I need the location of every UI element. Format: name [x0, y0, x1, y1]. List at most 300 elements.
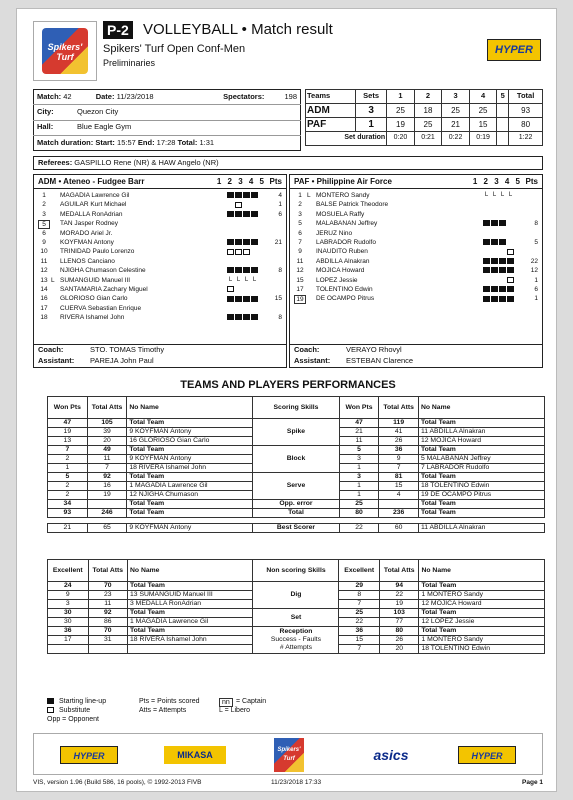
player-name: Total Team — [418, 446, 544, 455]
starting-square-icon — [483, 286, 490, 292]
skill-label: Total — [288, 509, 304, 517]
total-atts: 9 — [379, 455, 419, 464]
hyper-logo: HYPER — [487, 39, 541, 61]
total-atts: 65 — [87, 524, 127, 533]
set-participation — [483, 286, 515, 293]
starting-square-icon — [499, 239, 506, 245]
set-duration-row — [306, 132, 543, 146]
player-list — [34, 189, 286, 323]
player-number: 3 — [42, 210, 46, 218]
player-number: 1 — [42, 192, 46, 199]
player-row — [290, 248, 542, 257]
substitute-square-icon — [227, 249, 234, 255]
skill-name — [253, 446, 339, 473]
report-code: P-2 — [103, 21, 133, 39]
won-pts: 11 — [339, 437, 379, 446]
player-name: AGUILAR Kurt Michael — [60, 201, 127, 209]
player-number: 12 — [296, 267, 304, 275]
player-number: 14 — [40, 285, 48, 293]
column-header: Total Atts — [379, 560, 419, 582]
column-header: No Name — [128, 560, 253, 582]
score-set: 25 — [414, 118, 442, 132]
player-name: SUMANGUID Manuel III — [60, 276, 131, 284]
skill-label: Spike — [286, 428, 306, 436]
total-atts: 26 — [379, 437, 419, 446]
won-pts: 13 — [48, 437, 88, 446]
player-name: 12 LOPEZ Jessie — [419, 618, 545, 627]
player-name: GLORIOSO Gian Carlo — [60, 295, 128, 303]
set-score-table — [305, 89, 543, 146]
score-row-adm — [306, 104, 543, 118]
legend-atts: Atts = Attempts — [139, 707, 187, 714]
roster-team-paf — [289, 174, 543, 368]
player-name: Total Team — [127, 473, 253, 482]
column-header: Excellent — [339, 560, 380, 582]
legend-substitute: Substitute — [59, 707, 91, 714]
player-number: 16 — [40, 295, 48, 303]
page-footer — [33, 779, 543, 786]
skill-name — [253, 473, 339, 500]
competition-name: Spikers' Turf Open Conf-Men — [103, 43, 246, 55]
assistant-row — [290, 356, 542, 367]
empty-set-cell — [491, 277, 498, 283]
player-points: 8 — [278, 314, 282, 322]
score-set: 19 — [387, 118, 415, 132]
starting-square-icon — [483, 267, 490, 273]
column-header: Total Atts — [87, 397, 127, 419]
match-date: 11/23/2018 — [116, 91, 154, 101]
skill-name — [253, 582, 339, 609]
end-time: 17:28 — [156, 137, 176, 147]
hyper-sponsor-logo: HYPER — [60, 746, 118, 764]
score-set: 18 — [414, 104, 442, 118]
substitute-square-icon — [507, 277, 514, 283]
won-pts: 2 — [48, 482, 88, 491]
score-set: 25 — [469, 104, 497, 118]
starting-square-icon — [491, 220, 498, 226]
won-pts: 1 — [48, 464, 88, 473]
player-number: 6 — [298, 229, 302, 237]
asics-sponsor-logo: asics — [373, 747, 409, 763]
player-number: 17 — [296, 285, 304, 293]
player-number: 9 — [298, 248, 302, 256]
set-participation — [483, 295, 515, 302]
won-pts: 7 — [339, 600, 380, 609]
won-pts: 7 — [339, 645, 380, 654]
player-name: 1 MAGADIA Lawrence Gil — [128, 618, 253, 627]
stat-row — [48, 500, 545, 509]
set-participation — [483, 248, 515, 255]
skill-label: Serve — [286, 482, 306, 490]
player-name: CUERVA Sebastian Enrique — [60, 304, 142, 312]
total-atts: 19 — [379, 600, 419, 609]
coach-label: Coach: — [294, 345, 320, 354]
skill-name — [253, 500, 339, 509]
starting-square-icon — [499, 286, 506, 292]
header-row — [48, 397, 545, 419]
player-name: 18 TOLENTINO Edwin — [419, 645, 545, 654]
won-pts: 24 — [48, 582, 89, 591]
player-name: 9 KOYFMAN Antony — [127, 524, 253, 533]
player-name: 11 ABDILLA Alnakran — [418, 524, 544, 533]
won-pts: 36 — [339, 627, 380, 636]
starting-square-icon — [243, 267, 250, 273]
set-participation — [483, 277, 515, 284]
assistant-name: ESTEBAN Clarence — [346, 356, 414, 365]
player-name: Total Team — [418, 500, 544, 509]
starting-square-icon — [499, 258, 506, 264]
total-atts: 86 — [88, 618, 128, 627]
skill-label: Block — [286, 455, 306, 463]
set-duration: 0:20 — [387, 132, 415, 146]
empty-set-cell — [491, 249, 498, 255]
player-points: 1 — [534, 295, 538, 303]
total-atts: 11 — [88, 600, 128, 609]
won-pts: 22 — [339, 618, 380, 627]
won-pts: 1 — [339, 482, 379, 491]
legend-captain: = Captain — [236, 698, 267, 705]
starting-square-icon — [227, 192, 234, 198]
total-atts: 103 — [379, 609, 419, 618]
total-atts: 77 — [379, 618, 419, 627]
starting-square-icon — [491, 267, 498, 273]
total-atts: 20 — [87, 437, 127, 446]
player-row — [34, 211, 286, 220]
empty-set-cell — [227, 202, 234, 208]
player-number: 5 — [298, 220, 302, 228]
player-row — [34, 295, 286, 304]
total-atts: 39 — [87, 428, 127, 437]
starting-square-icon — [243, 192, 250, 198]
player-name: JERUZ Nino — [316, 229, 353, 237]
coach-label: Coach: — [38, 345, 64, 354]
roster-header — [290, 175, 542, 189]
set-participation — [483, 220, 507, 227]
starting-square-icon — [251, 192, 258, 198]
player-list — [290, 189, 542, 305]
skill-label: Set — [290, 613, 302, 621]
libero-set-mark: L — [252, 276, 257, 283]
coach-name: VERAYO Rhovyl — [346, 345, 402, 354]
set-duration-total: 1:22 — [509, 132, 543, 146]
starting-square-icon — [235, 267, 242, 273]
spectators-count: 198 — [284, 91, 297, 101]
team-name: PAF • Philippine Air Force — [294, 177, 392, 186]
performance-title: TEAMS AND PLAYERS PERFORMANCES — [180, 379, 396, 391]
player-name: 11 ABDILLA Alnakran — [418, 428, 544, 437]
won-pts: 29 — [339, 582, 380, 591]
score-set: 25 — [442, 104, 470, 118]
date-label: Date: — [95, 91, 115, 101]
player-name: MAGADIA Lawrence Gil — [60, 192, 130, 199]
city-value: Quezon City — [77, 107, 119, 117]
total-time: 1:31 — [199, 137, 215, 147]
player-points: 21 — [274, 238, 282, 246]
won-pts: 9 — [48, 591, 89, 600]
starting-square-icon — [499, 296, 506, 302]
end-label: End: — [137, 137, 155, 147]
total-atts: 246 — [87, 509, 127, 518]
player-row — [290, 267, 542, 276]
total-atts: 22 — [379, 591, 419, 600]
starting-square-icon — [499, 267, 506, 273]
set-participation — [483, 267, 515, 274]
player-name: 18 RIVERA Ishamel John — [127, 464, 253, 473]
starting-square-icon — [243, 239, 250, 245]
player-name: 5 MALABANAN Jeffrey — [418, 455, 544, 464]
total-atts: 26 — [379, 636, 419, 645]
player-points: 5 — [534, 238, 538, 246]
player-name: 19 DE OCAMPO Pitrus — [418, 491, 544, 500]
player-number: 17 — [40, 304, 48, 312]
set-duration: 0:21 — [414, 132, 442, 146]
player-name: Total Team — [418, 473, 544, 482]
player-name: 1 MONTERO Sandy — [419, 591, 545, 600]
set-participation — [227, 248, 251, 255]
empty-set-cell — [499, 277, 506, 283]
libero-mark: L — [307, 192, 311, 199]
skill-name — [253, 609, 339, 627]
won-pts — [48, 645, 89, 654]
set-participation — [227, 211, 259, 218]
set-participation — [227, 286, 235, 293]
software-version: VIS, version 1.96 (Build 586, 16 pools), © 1992-2013 FIVB — [33, 779, 202, 786]
total-atts: 15 — [379, 482, 419, 491]
player-name: Total Team — [419, 582, 545, 591]
score-header-sets: Sets — [356, 90, 387, 104]
assistant-label: Assistant: — [38, 356, 75, 365]
roster-team-adm — [33, 174, 287, 368]
hyper-sponsor-logo-2: HYPER — [458, 746, 516, 764]
player-name: Total Team — [127, 500, 253, 509]
total-atts — [379, 500, 419, 509]
total-atts: 80 — [379, 627, 419, 636]
stat-row — [48, 582, 545, 591]
player-name: 12 MOJICA Howard — [419, 600, 545, 609]
won-pts: 25 — [339, 609, 380, 618]
stat-row — [48, 473, 545, 482]
set-participation — [483, 258, 515, 265]
total-atts: 19 — [87, 491, 127, 500]
spectators-label: Spectators: — [223, 91, 265, 101]
player-number: 11 — [40, 257, 48, 265]
player-row — [34, 248, 286, 257]
player-row — [34, 305, 286, 314]
player-name: RIVERA Ishamel John — [60, 314, 125, 322]
player-number: 9 — [42, 238, 46, 246]
sponsor-bar — [33, 733, 543, 775]
best-scorer-row — [48, 524, 545, 533]
player-name: INAUDITO Ruben — [316, 248, 368, 256]
starting-square-icon — [251, 211, 258, 217]
pts-header: Pts — [525, 177, 538, 186]
starting-square-icon — [507, 267, 514, 273]
player-name: DE OCAMPO Pitrus — [316, 295, 375, 303]
score-header-total: Total — [509, 90, 543, 104]
player-number: 6 — [42, 229, 46, 237]
player-name: Total Team — [419, 627, 545, 636]
score-team: ADM — [306, 104, 356, 118]
starting-square-icon — [235, 192, 242, 198]
player-row — [290, 230, 542, 239]
starting-square-icon — [483, 239, 490, 245]
starting-square-icon — [227, 267, 234, 273]
won-pts: 47 — [48, 419, 88, 428]
won-pts: 22 — [339, 524, 379, 533]
player-name: LABRADOR Rudolfo — [316, 238, 376, 246]
referees-row — [33, 156, 543, 170]
legend-pts: Pts = Points scored — [139, 698, 200, 705]
skill-name — [253, 509, 339, 518]
starting-square-icon — [491, 258, 498, 264]
starting-square-icon — [251, 239, 258, 245]
starting-square-icon — [235, 211, 242, 217]
stat-row — [48, 419, 545, 428]
player-name: ABDILLA Alnakran — [316, 257, 370, 265]
score-sets-won: 3 — [356, 104, 387, 118]
won-pts: 5 — [48, 473, 88, 482]
column-header: Total Atts — [88, 560, 128, 582]
logo-text: Spikers' Turf — [47, 42, 83, 63]
total-atts — [87, 500, 127, 509]
set-participation — [227, 192, 259, 199]
total-atts: 41 — [379, 428, 419, 437]
skill-sublabel: # Attempts — [279, 643, 313, 651]
score-set — [497, 118, 509, 132]
won-pts: 25 — [339, 500, 379, 509]
assistant-row — [34, 356, 286, 367]
sets-header: 1 2 3 4 5 — [216, 177, 266, 186]
libero-set-mark: L — [484, 192, 489, 198]
empty-set-cell — [499, 249, 506, 255]
score-header-teams: Teams — [306, 90, 356, 104]
hall-label: Hall: — [37, 122, 54, 132]
score-row-paf — [306, 118, 543, 132]
legend-opp: Opp = Opponent — [47, 716, 99, 723]
player-number: 15 — [296, 276, 304, 284]
won-pts: 17 — [48, 636, 89, 645]
empty-set-cell — [483, 249, 490, 255]
score-set — [497, 104, 509, 118]
starting-square-icon — [483, 296, 490, 302]
substitute-square-icon — [47, 707, 54, 713]
won-pts: 36 — [48, 627, 89, 636]
total-atts: 4 — [379, 491, 419, 500]
total-atts: 23 — [88, 591, 128, 600]
total-atts: 7 — [379, 464, 419, 473]
set-participation — [227, 295, 259, 302]
player-name: KOYFMAN Antony — [60, 238, 114, 246]
page-title: VOLLEYBALL • Match result — [143, 21, 333, 38]
city-label: City: — [37, 107, 54, 117]
set-duration-label: Set duration — [306, 132, 387, 146]
column-header: No Name — [127, 397, 253, 419]
match-info-table — [33, 89, 301, 151]
won-pts: 3 — [339, 455, 379, 464]
page-number: Page 1 — [522, 779, 543, 786]
column-header: Won Pts — [48, 397, 88, 419]
starting-square-icon — [251, 296, 258, 302]
set-participation — [227, 267, 259, 274]
player-number: 3 — [298, 210, 302, 218]
player-name: Total Team — [127, 419, 253, 428]
player-name: MALABANAN Jeffrey — [316, 220, 378, 228]
substitute-square-icon — [235, 202, 242, 208]
starting-square-icon — [483, 220, 490, 226]
player-name: TRINIDAD Paulo Lorenzo — [60, 248, 135, 256]
scoring-skills-table — [47, 396, 545, 533]
total-atts: 70 — [88, 582, 128, 591]
player-name: BALSE Patrick Theodore — [316, 201, 389, 209]
starting-square-icon — [491, 239, 498, 245]
player-row — [34, 230, 286, 239]
player-name: MEDALLA RonAdrian — [60, 210, 123, 218]
referees-label: Referees: — [38, 158, 73, 167]
player-name: MOJICA Howard — [316, 267, 365, 275]
player-name: Total Team — [128, 627, 253, 636]
stat-row — [48, 509, 545, 518]
player-name: Total Team — [128, 582, 253, 591]
won-pts: 7 — [48, 446, 88, 455]
non-scoring-skills-table — [47, 559, 545, 654]
player-row — [290, 192, 542, 201]
player-name: 12 NJIGHA Chumason — [127, 491, 253, 500]
starting-square-icon — [251, 267, 258, 273]
libero-set-mark: L — [492, 192, 497, 198]
starting-square-icon — [243, 314, 250, 320]
duration-label: Match duration: — [37, 137, 94, 147]
player-row — [34, 192, 286, 201]
won-pts: 47 — [339, 419, 379, 428]
print-timestamp: 11/23/2018 17:33 — [271, 779, 322, 786]
total-atts: 94 — [379, 582, 419, 591]
player-row — [34, 277, 286, 286]
starting-square-icon — [491, 286, 498, 292]
libero-set-mark: L — [244, 276, 249, 283]
total-label: Total: — [177, 137, 198, 147]
column-header: Total Atts — [379, 397, 419, 419]
total-atts: 20 — [379, 645, 419, 654]
total-atts: 49 — [87, 446, 127, 455]
player-row — [290, 277, 542, 286]
player-name: Total Team — [128, 609, 253, 618]
set-participation — [227, 239, 259, 246]
column-header: Excellent — [48, 560, 89, 582]
player-name: 18 RIVERA Ishamel John — [128, 636, 253, 645]
libero-set-mark: L — [228, 276, 233, 283]
set-duration: 0:19 — [469, 132, 497, 146]
player-number: 18 — [40, 314, 48, 322]
player-points: 15 — [274, 295, 282, 303]
player-row — [34, 314, 286, 323]
score-set: 25 — [387, 104, 415, 118]
stat-row — [48, 609, 545, 618]
player-name: Total Team — [418, 509, 544, 518]
total-atts: 92 — [87, 473, 127, 482]
spikers-turf-logo — [33, 21, 97, 81]
substitute-square-icon — [235, 249, 242, 255]
total-atts: 60 — [379, 524, 419, 533]
won-pts: 34 — [48, 500, 88, 509]
stat-row — [48, 627, 545, 636]
coach-name: STO. TOMAS Timothy — [90, 345, 165, 354]
substitute-square-icon — [507, 249, 514, 255]
won-pts: 1 — [339, 491, 379, 500]
column-header: Won Pts — [339, 397, 379, 419]
set-participation — [227, 277, 259, 285]
player-number: 12 — [40, 267, 48, 275]
starting-square-icon — [235, 239, 242, 245]
